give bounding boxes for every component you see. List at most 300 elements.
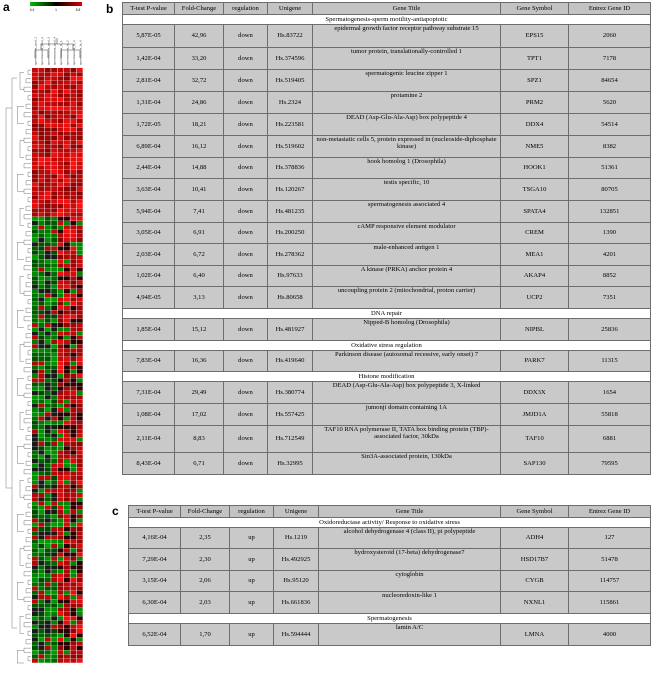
heatmap-cell [77,497,83,501]
table-cell: up [230,549,274,571]
heatmap-cell [58,276,64,280]
column-label: spermatozoa_pool_1 [33,36,38,65]
table-row [129,571,651,592]
table-cell: 8852 [569,266,651,287]
heatmap-cell [77,302,83,306]
heatmap-cell [32,553,38,557]
heatmap-cell [64,591,70,595]
table-cell: Hs.661836 [274,592,319,614]
heatmap-cell [32,425,38,429]
heatmap-cell [70,536,76,540]
heatmap-cell [70,557,76,561]
heatmap-cell [32,391,38,395]
table-cell: 32,72 [175,70,224,92]
heatmap-cell [38,259,44,263]
heatmap-cell [77,391,83,395]
heatmap-cell [58,85,64,89]
table-row [123,92,651,114]
heatmap-cell [38,179,44,183]
heatmap-cell [64,476,70,480]
heatmap-cell [32,310,38,314]
heatmap-cell [38,285,44,289]
panel-label-a: a [3,0,10,14]
heatmap-cell [58,132,64,136]
heatmap-cell [77,536,83,540]
heatmap-cell [77,629,83,633]
heatmap-cell [32,332,38,336]
heatmap-cell [58,642,64,646]
heatmap-cell [58,247,64,251]
heatmap-cell [45,421,51,425]
heatmap-cell [51,128,57,132]
heatmap-cell [51,225,57,229]
heatmap-cell [70,81,76,85]
heatmap-cell [58,604,64,608]
heatmap-cell [38,502,44,506]
table-cell: DDX4 [501,114,569,136]
heatmap-cell [58,302,64,306]
table-cell: Hs.120267 [268,179,313,201]
heatmap-cell [32,340,38,344]
table-cell: 6,89E-04 [123,136,175,158]
heatmap-cell [45,259,51,263]
table-cell: CREM [501,223,569,244]
heatmap-cell [45,81,51,85]
heatmap-cell [70,230,76,234]
heatmap-cell [77,157,83,161]
heatmap-cell [64,72,70,76]
heatmap-cell [51,145,57,149]
table-cell: 7,31E-04 [123,382,175,404]
heatmap-cell [58,98,64,102]
table-row [123,453,651,475]
heatmap-cell [70,608,76,612]
heatmap-cell [70,327,76,331]
heatmap-cell [45,553,51,557]
heatmap-cell [38,234,44,238]
heatmap-cell [38,183,44,187]
heatmap-cell [45,514,51,518]
heatmap-cell [58,128,64,132]
heatmap-cell [77,149,83,153]
heatmap-cell [51,89,57,93]
heatmap-cell [51,485,57,489]
table-cell: 3,15E-04 [129,571,181,592]
heatmap-cell [51,268,57,272]
heatmap-cell [64,655,70,659]
heatmap-cell [64,540,70,544]
heatmap-cell [77,608,83,612]
heatmap-cell [38,289,44,293]
heatmap-cell [58,310,64,314]
heatmap-cell [64,616,70,620]
heatmap-cell [77,123,83,127]
heatmap-cell [58,595,64,599]
heatmap-cell [70,361,76,365]
heatmap-cell [70,459,76,463]
heatmap-cell [32,123,38,127]
heatmap-cell [64,264,70,268]
heatmap-cell [51,616,57,620]
heatmap-cell [45,310,51,314]
heatmap-cell [51,412,57,416]
heatmap-cell [64,225,70,229]
heatmap-cell [38,621,44,625]
heatmap-cell [77,281,83,285]
heatmap-cell [51,217,57,221]
heatmap-cell [70,268,76,272]
heatmap-cell [64,213,70,217]
heatmap-cell [58,536,64,540]
heatmap-cell [38,149,44,153]
heatmap-cell [70,234,76,238]
heatmap-cell [51,106,57,110]
heatmap-cell [38,574,44,578]
column-header: Unigene [274,506,319,518]
heatmap-cell [64,659,70,663]
table-cell: DDX3X [501,382,569,404]
heatmap-cell [32,599,38,603]
heatmap-cell [77,153,83,157]
heatmap-cell [45,497,51,501]
heatmap-cell [51,119,57,123]
heatmap-cell [64,570,70,574]
heatmap-cell [51,81,57,85]
heatmap-cell [70,183,76,187]
heatmap-cell [58,174,64,178]
heatmap-cell [58,548,64,552]
heatmap-cell [45,187,51,191]
heatmap-cell [32,395,38,399]
heatmap-cell [77,234,83,238]
heatmap-cell [64,208,70,212]
heatmap-cell [38,315,44,319]
table-cell: HOOK1 [501,158,569,179]
heatmap-cell [32,459,38,463]
table-cell: Hs.519602 [268,136,313,158]
column-header: Fold-Change [175,3,224,15]
heatmap-cell [45,298,51,302]
heatmap-cell [64,191,70,195]
heatmap-cell [38,497,44,501]
heatmap-cell [58,106,64,110]
heatmap-cell [64,68,70,72]
heatmap-cell [38,225,44,229]
heatmap-cell [45,98,51,102]
heatmap-cell [70,319,76,323]
heatmap-cell [64,102,70,106]
section-header-row [123,15,651,25]
heatmap-cell [58,94,64,98]
heatmap-cell [38,319,44,323]
heatmap-cell [64,408,70,412]
table-cell: Hs.95120 [274,571,319,592]
column-header: Entrez Gene ID [569,506,651,518]
column-header: T-test P-value [123,3,175,15]
heatmap-cell [38,642,44,646]
heatmap-cell [58,145,64,149]
heatmap-cell [45,438,51,442]
heatmap-cell [64,319,70,323]
heatmap-cell [45,655,51,659]
heatmap-cell [58,599,64,603]
heatmap-cell [38,616,44,620]
section-title: Oxidoreductase activity/ Response to oxidative stress [129,518,651,528]
heatmap-cell [32,349,38,353]
heatmap-cell [38,115,44,119]
gene-title-cell: spermatogenic leucine zipper 1 [313,70,501,92]
heatmap-cell [77,374,83,378]
heatmap-cell [51,476,57,480]
heatmap-cell [32,438,38,442]
heatmap-cell [32,89,38,93]
panel-label-c: c [112,504,119,518]
heatmap-cell [64,383,70,387]
heatmap-cell [64,162,70,166]
heatmap-cell [58,153,64,157]
table-cell: down [224,404,268,426]
table-cell: down [224,351,268,372]
heatmap-cell [77,89,83,93]
heatmap-cell [32,221,38,225]
heatmap-cell [77,306,83,310]
heatmap-cell [70,480,76,484]
heatmap-cell [58,387,64,391]
heatmap-cell [70,89,76,93]
section-header-row [129,518,651,528]
heatmap-cell [58,446,64,450]
heatmap-cell [32,102,38,106]
heatmap-cell [58,391,64,395]
heatmap-cell [58,77,64,81]
heatmap-cell [77,298,83,302]
heatmap-cell [38,629,44,633]
heatmap-cell [70,510,76,514]
table-cell: 2,44E-04 [123,158,175,179]
heatmap-cell [45,132,51,136]
heatmap-cell [51,157,57,161]
heatmap-cell [77,463,83,467]
table-cell: down [224,92,268,114]
table-cell: Hs.492925 [274,549,319,571]
heatmap-cell [64,306,70,310]
heatmap-cell [32,587,38,591]
heatmap-cell [51,523,57,527]
heatmap-cell [51,642,57,646]
heatmap-cell [58,102,64,106]
heatmap-cell [70,315,76,319]
heatmap-cell [77,361,83,365]
heatmap-cell [32,544,38,548]
heatmap-cell [64,327,70,331]
heatmap-cell [64,574,70,578]
heatmap-cell [70,383,76,387]
section-header-row [129,614,651,624]
heatmap-cell [32,136,38,140]
heatmap-cell [58,442,64,446]
heatmap-cell [77,81,83,85]
heatmap-cell [77,561,83,565]
heatmap-cell [51,204,57,208]
heatmap-cell [70,442,76,446]
heatmap-cell [64,149,70,153]
table-cell: 79595 [569,453,651,475]
table-cell: 1390 [569,223,651,244]
heatmap-cell [64,434,70,438]
heatmap-cell [58,650,64,654]
heatmap-figure [0,0,114,678]
table-cell: 18,21 [175,114,224,136]
table-cell: down [224,453,268,475]
heatmap-cell [77,196,83,200]
heatmap-cell [51,408,57,412]
heatmap-cell [32,570,38,574]
heatmap-cell [77,145,83,149]
heatmap-cell [64,285,70,289]
heatmap-cell [70,523,76,527]
heatmap-cell [51,544,57,548]
heatmap-cell [45,234,51,238]
heatmap-cell [64,77,70,81]
heatmap-cell [51,213,57,217]
heatmap-cell [32,238,38,242]
heatmap-cell [45,587,51,591]
heatmap-cell [77,111,83,115]
heatmap-cell [77,655,83,659]
table-cell: 16,36 [175,351,224,372]
column-label: spermatozoa_fs_3 [71,40,76,65]
heatmap-cell [38,68,44,72]
heatmap-cell [38,510,44,514]
column-header: T-test P-value [129,506,181,518]
heatmap-cell [45,531,51,535]
column-label: spermatozoa_fs_4 [78,40,83,65]
heatmap-cell [64,582,70,586]
heatmap-cell [45,268,51,272]
heatmap-cell [70,434,76,438]
heatmap-cell [45,89,51,93]
table-cell: 25836 [569,319,651,341]
table-row [123,158,651,179]
heatmap-cell [70,621,76,625]
heatmap-cell [32,191,38,195]
table-cell: Hs.374596 [268,48,313,70]
heatmap-cell [45,344,51,348]
heatmap-cell [58,357,64,361]
section-title: Histone modification [123,372,651,382]
heatmap-cell [45,332,51,336]
heatmap-cell [32,166,38,170]
heatmap-cell [77,417,83,421]
heatmap-cell [64,336,70,340]
heatmap-cell [38,570,44,574]
heatmap-cell [58,608,64,612]
table-cell: AKAP4 [501,266,569,287]
heatmap-cell [51,353,57,357]
heatmap-cell [77,357,83,361]
table-cell: up [230,624,274,646]
heatmap-cell [64,289,70,293]
heatmap-cell [51,659,57,663]
heatmap-cell [70,68,76,72]
table-cell: 80705 [569,179,651,201]
heatmap-cell [51,370,57,374]
heatmap-cell [32,412,38,416]
table-cell: SPZ1 [501,70,569,92]
heatmap-cell [58,523,64,527]
table-cell: 3,05E-04 [123,223,175,244]
heatmap-cell [77,85,83,89]
heatmap-cell [32,106,38,110]
table-row [123,114,651,136]
table-cell: 4201 [569,244,651,266]
heatmap-cell [32,111,38,115]
heatmap-cell [58,72,64,76]
heatmap-cell [51,604,57,608]
heatmap-cell [45,136,51,140]
heatmap-cell [38,200,44,204]
heatmap-cell [32,200,38,204]
heatmap-cell [58,293,64,297]
table-row [123,25,651,48]
heatmap-cell [58,213,64,217]
heatmap-cell [64,361,70,365]
heatmap-cell [38,293,44,297]
heatmap-cell [58,344,64,348]
heatmap-cell [45,336,51,340]
heatmap-cell [32,289,38,293]
heatmap-cell [32,510,38,514]
table-cell: 17,02 [175,404,224,426]
heatmap-cell [38,489,44,493]
heatmap-cell [70,366,76,370]
heatmap-cell [64,455,70,459]
heatmap-cell [32,451,38,455]
heatmap-cell [38,217,44,221]
heatmap-cell [64,646,70,650]
heatmap-cell [38,659,44,663]
heatmap-cell [45,247,51,251]
table-cell: TPT1 [501,48,569,70]
heatmap-cell [45,429,51,433]
heatmap-cell [77,531,83,535]
heatmap-cell [70,650,76,654]
heatmap-cell [45,145,51,149]
heatmap-cell [51,489,57,493]
heatmap-cell [58,349,64,353]
heatmap-cell [51,179,57,183]
heatmap-cell [51,391,57,395]
heatmap-cell [58,497,64,501]
gene-title-cell: uncoupling protein 2 (mitochondrial, proton carrier) [313,287,501,309]
heatmap-cell [45,425,51,429]
heatmap-cell [64,599,70,603]
heatmap-cell [45,391,51,395]
heatmap-cell [64,187,70,191]
gene-title-cell: protamine 2 [313,92,501,114]
heatmap-cell [32,153,38,157]
heatmap-cell [70,332,76,336]
table-row [123,382,651,404]
heatmap-cell [77,247,83,251]
heatmap-cell [64,157,70,161]
heatmap-cell [70,272,76,276]
column-label: spermatozoa_fs_1 [59,40,64,65]
heatmap-cell [32,344,38,348]
heatmap-cell [32,77,38,81]
heatmap-cell [32,68,38,72]
heatmap-cell [77,506,83,510]
